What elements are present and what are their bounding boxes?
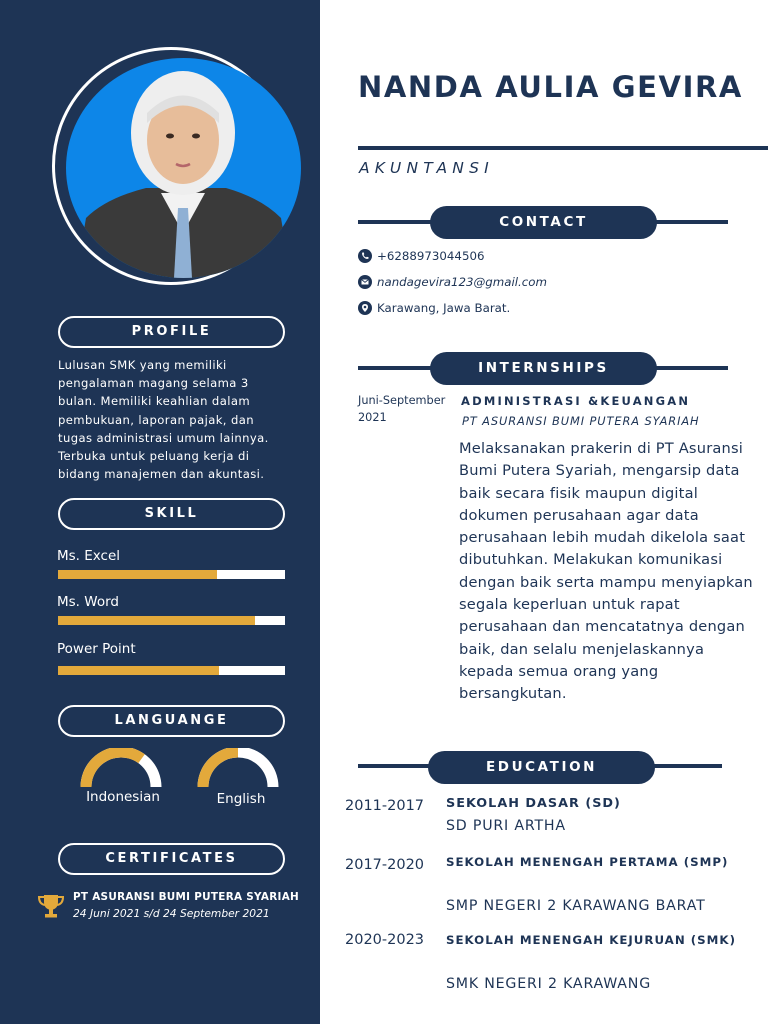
language-gauge-indonesian [80,748,162,790]
skill-label-word: Ms. Word [57,594,119,610]
email-address: nandagevira123@gmail.com [377,275,548,289]
certificate-dates: 24 Juni 2021 s/d 24 September 2021 [73,907,270,920]
internship-period: Juni-September 2021 [358,394,446,424]
education-school-smk: SMK NEGERI 2 KARAWANG [446,976,652,992]
education-level-smk: SEKOLAH MENENGAH KEJURUAN (SMK) [446,933,736,947]
address-text: Karawang, Jawa Barat. [377,301,511,315]
skill-bar-powerpoint [58,666,285,675]
skill-label-powerpoint: Power Point [57,641,136,657]
certificates-heading: CERTIFICATES [58,843,285,875]
education-years-smp: 2017-2020 [345,857,425,873]
skill-bar-word [58,616,285,625]
email-icon [358,275,372,289]
contact-email [358,274,547,290]
trophy-icon [37,893,65,921]
education-heading: EDUCATION [428,751,655,784]
education-years-sd: 2011-2017 [345,798,425,814]
internship-company: PT ASURANSI BUMI PUTERA SYARIAH [462,414,700,428]
education-school-smp: SMP NEGERI 2 KARAWANG BARAT [446,898,706,914]
contact-address [358,300,510,316]
phone-icon [358,249,372,263]
location-icon [358,301,372,315]
contact-heading: CONTACT [430,206,657,239]
internship-description: Melaksanakan prakerin di PT Asuransi Bumi Putera Syariah, mengarsip data baik secara fisik maupun digital dokumen perusahaan agar data perusahaan lebih mudah dikelola saat dibutuhkan. Melakukan komunikasi dengan baik serta mampu menyiapkan segala keperluan untuk rapat perusahaan dan mencatatnya dengan baik, dan selalu menjelaskannya kepada semua orang yang bersangkutan. [459,440,753,703]
contact-phone [358,248,484,264]
language-gauge-english [197,748,279,790]
language-label-english: English [216,791,266,807]
internships-heading: INTERNSHIPS [430,352,657,385]
education-level-sd: SEKOLAH DASAR (SD) [446,796,621,811]
person-name: NANDA AULIA GEVIRA [358,70,743,104]
profile-text: Lulusan SMK yang memiliki pengalaman magang selama 3 bulan. Memiliki keahlian dalam pembukuan, laporan pajak, dan tugas administrasi umum lainnya. Terbuka untuk peluang kerja di bidang manajemen dan akuntasi. [58,358,269,482]
education-school-sd: SD PURI ARTHA [446,818,566,834]
language-heading: LANGUANGE [58,705,285,737]
education-level-smp: SEKOLAH MENENGAH PERTAMA (SMP) [446,855,729,869]
phone-number: +6288973044506 [377,249,485,263]
certificate-title: PT ASURANSI BUMI PUTERA SYARIAH [73,891,300,903]
skill-label-excel: Ms. Excel [57,548,121,564]
person-role: AKUNTANSI [359,159,494,177]
internship-role: ADMINISTRASI &KEUANGAN [461,394,691,408]
profile-photo [66,58,301,278]
skill-bar-excel [58,570,285,579]
language-label-indonesian: Indonesian [86,789,160,805]
profile-heading: PROFILE [58,316,285,348]
education-years-smk: 2020-2023 [345,932,425,948]
name-divider [358,146,768,150]
skill-heading: SKILL [58,498,285,530]
